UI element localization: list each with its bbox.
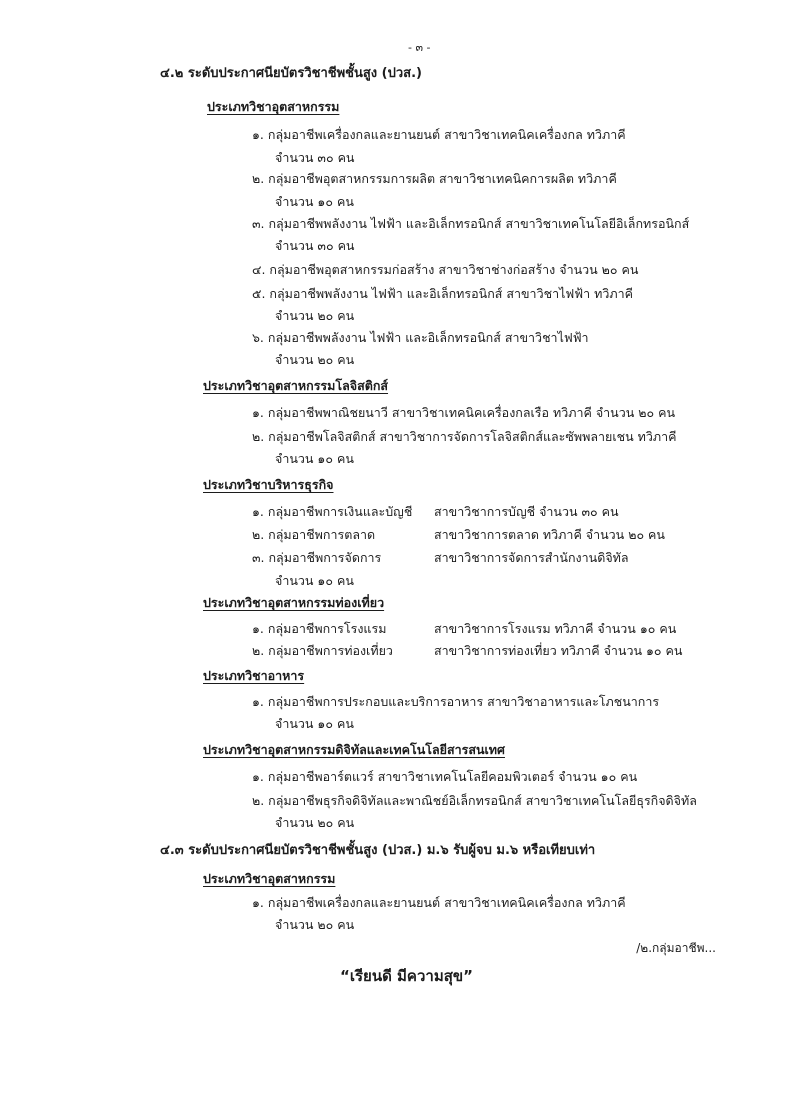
list-item-count: จำนวน ๒๐ คน bbox=[275, 352, 355, 367]
section-heading-4-3: ๔.๓ ระดับประกาศนียบัตรวิชาชีพชั้นสูง (ปวส.) ม.๖ รับผู้จบ ม.๖ หรือเทียบเท่า bbox=[160, 843, 596, 858]
list-item-group: ๒. กลุ่มอาชีพการท่องเที่ยว bbox=[252, 643, 393, 658]
list-item-count: จำนวน ๑๐ คน bbox=[275, 194, 354, 209]
category-title-digital: ประเภทวิชาอุตสาหกรรมดิจิทัลและเทคโนโลยีสารสนเทศ bbox=[203, 742, 505, 757]
list-item-group: ๑. กลุ่มอาชีพการโรงแรม bbox=[252, 621, 387, 636]
list-item-count: จำนวน ๑๐ คน bbox=[275, 573, 354, 588]
list-item: ๑. กลุ่มอาชีพพาณิชยนาวี สาขาวิชาเทคนิคเครื่องกลเรือ ทวิภาคี จำนวน ๒๐ คน bbox=[252, 405, 676, 420]
list-item: ๑. กลุ่มอาชีพอาร์ตแวร์ สาขาวิชาเทคโนโลยีคอมพิวเตอร์ จำนวน ๑๐ คน bbox=[252, 769, 638, 784]
list-item: ๕. กลุ่มอาชีพพลังงาน ไฟฟ้า และอิเล็กทรอนิกส์ สาขาวิชาไฟฟ้า ทวิภาคี bbox=[252, 286, 633, 301]
list-item-count: จำนวน ๓๐ คน bbox=[275, 238, 355, 253]
list-item: ๔. กลุ่มอาชีพอุตสาหกรรมก่อสร้าง สาขาวิชาช่างก่อสร้าง จำนวน ๒๐ คน bbox=[252, 262, 639, 277]
list-item-major: สาขาวิชาการท่องเที่ยว ทวิภาคี จำนวน ๑๐ คน bbox=[434, 643, 683, 658]
category-title-business: ประเภทวิชาบริหารธุรกิจ bbox=[203, 477, 334, 492]
list-item-count: จำนวน ๑๐ คน bbox=[275, 451, 354, 466]
list-item-major: สาขาวิชาการตลาด ทวิภาคี จำนวน ๒๐ คน bbox=[434, 527, 665, 542]
list-item-count: จำนวน ๓๐ คน bbox=[275, 150, 355, 165]
section-heading-4-2: ๔.๒ ระดับประกาศนียบัตรวิชาชีพชั้นสูง (ปวส.) bbox=[160, 66, 422, 81]
category-title-tourism: ประเภทวิชาอุตสาหกรรมท่องเที่ยว bbox=[203, 595, 385, 610]
list-item-major: สาขาวิชาการจัดการสำนักงานดิจิทัล bbox=[434, 550, 629, 565]
list-item: ๑. กลุ่มอาชีพเครื่องกลและยานยนต์ สาขาวิชาเทคนิคเครื่องกล ทวิภาคี bbox=[252, 127, 626, 142]
list-item-count: จำนวน ๒๐ คน bbox=[275, 308, 355, 323]
list-item: ๒. กลุ่มอาชีพโลจิสติกส์ สาขาวิชาการจัดการโลจิสติกส์และซัพพลายเชน ทวิภาคี bbox=[252, 429, 677, 444]
list-item-count: จำนวน ๒๐ คน bbox=[275, 917, 355, 932]
category-title-food: ประเภทวิชาอาหาร bbox=[203, 668, 305, 683]
list-item: ๖. กลุ่มอาชีพพลังงาน ไฟฟ้า และอิเล็กทรอนิกส์ สาขาวิชาไฟฟ้า bbox=[252, 330, 589, 345]
category-title-industrial-m6: ประเภทวิชาอุตสาหกรรม bbox=[203, 871, 336, 886]
list-item-group: ๓. กลุ่มอาชีพการจัดการ bbox=[252, 550, 382, 565]
category-title-logistics: ประเภทวิชาอุตสาหกรรมโลจิสติกส์ bbox=[203, 378, 389, 393]
continuation-note: /๒.กลุ่มอาชีพ... bbox=[636, 941, 716, 955]
list-item-count: จำนวน ๒๐ คน bbox=[275, 815, 355, 830]
list-item: ๒. กลุ่มอาชีพอุตสาหกรรมการผลิต สาขาวิชาเทคนิคการผลิต ทวิภาคี bbox=[252, 171, 617, 186]
list-item: ๑. กลุ่มอาชีพการประกอบและบริการอาหาร สาขาวิชาอาหารและโภชนาการ bbox=[252, 694, 660, 709]
motto: “เรียนดี มีความสุข” bbox=[340, 967, 473, 985]
list-item-group: ๒. กลุ่มอาชีพการตลาด bbox=[252, 527, 376, 542]
list-item-count: จำนวน ๑๐ คน bbox=[275, 716, 354, 731]
list-item-major: สาขาวิชาการโรงแรม ทวิภาคี จำนวน ๑๐ คน bbox=[434, 621, 677, 636]
list-item-group: ๑. กลุ่มอาชีพการเงินและบัญชี bbox=[252, 504, 413, 519]
page-number: - ๓ - bbox=[408, 41, 431, 54]
list-item: ๓. กลุ่มอาชีพพลังงาน ไฟฟ้า และอิเล็กทรอนิกส์ สาขาวิชาเทคโนโลยีอิเล็กทรอนิกส์ bbox=[252, 216, 690, 231]
list-item: ๒. กลุ่มอาชีพธุรกิจดิจิทัลและพาณิชย์อิเล็กทรอนิกส์ สาขาวิชาเทคโนโลยีธุรกิจดิจิทัล bbox=[252, 793, 697, 808]
category-title-industrial: ประเภทวิชาอุตสาหกรรม bbox=[207, 99, 340, 114]
list-item-major: สาขาวิชาการบัญชี จำนวน ๓๐ คน bbox=[434, 504, 619, 519]
list-item: ๑. กลุ่มอาชีพเครื่องกลและยานยนต์ สาขาวิชาเทคนิคเครื่องกล ทวิภาคี bbox=[252, 895, 626, 910]
